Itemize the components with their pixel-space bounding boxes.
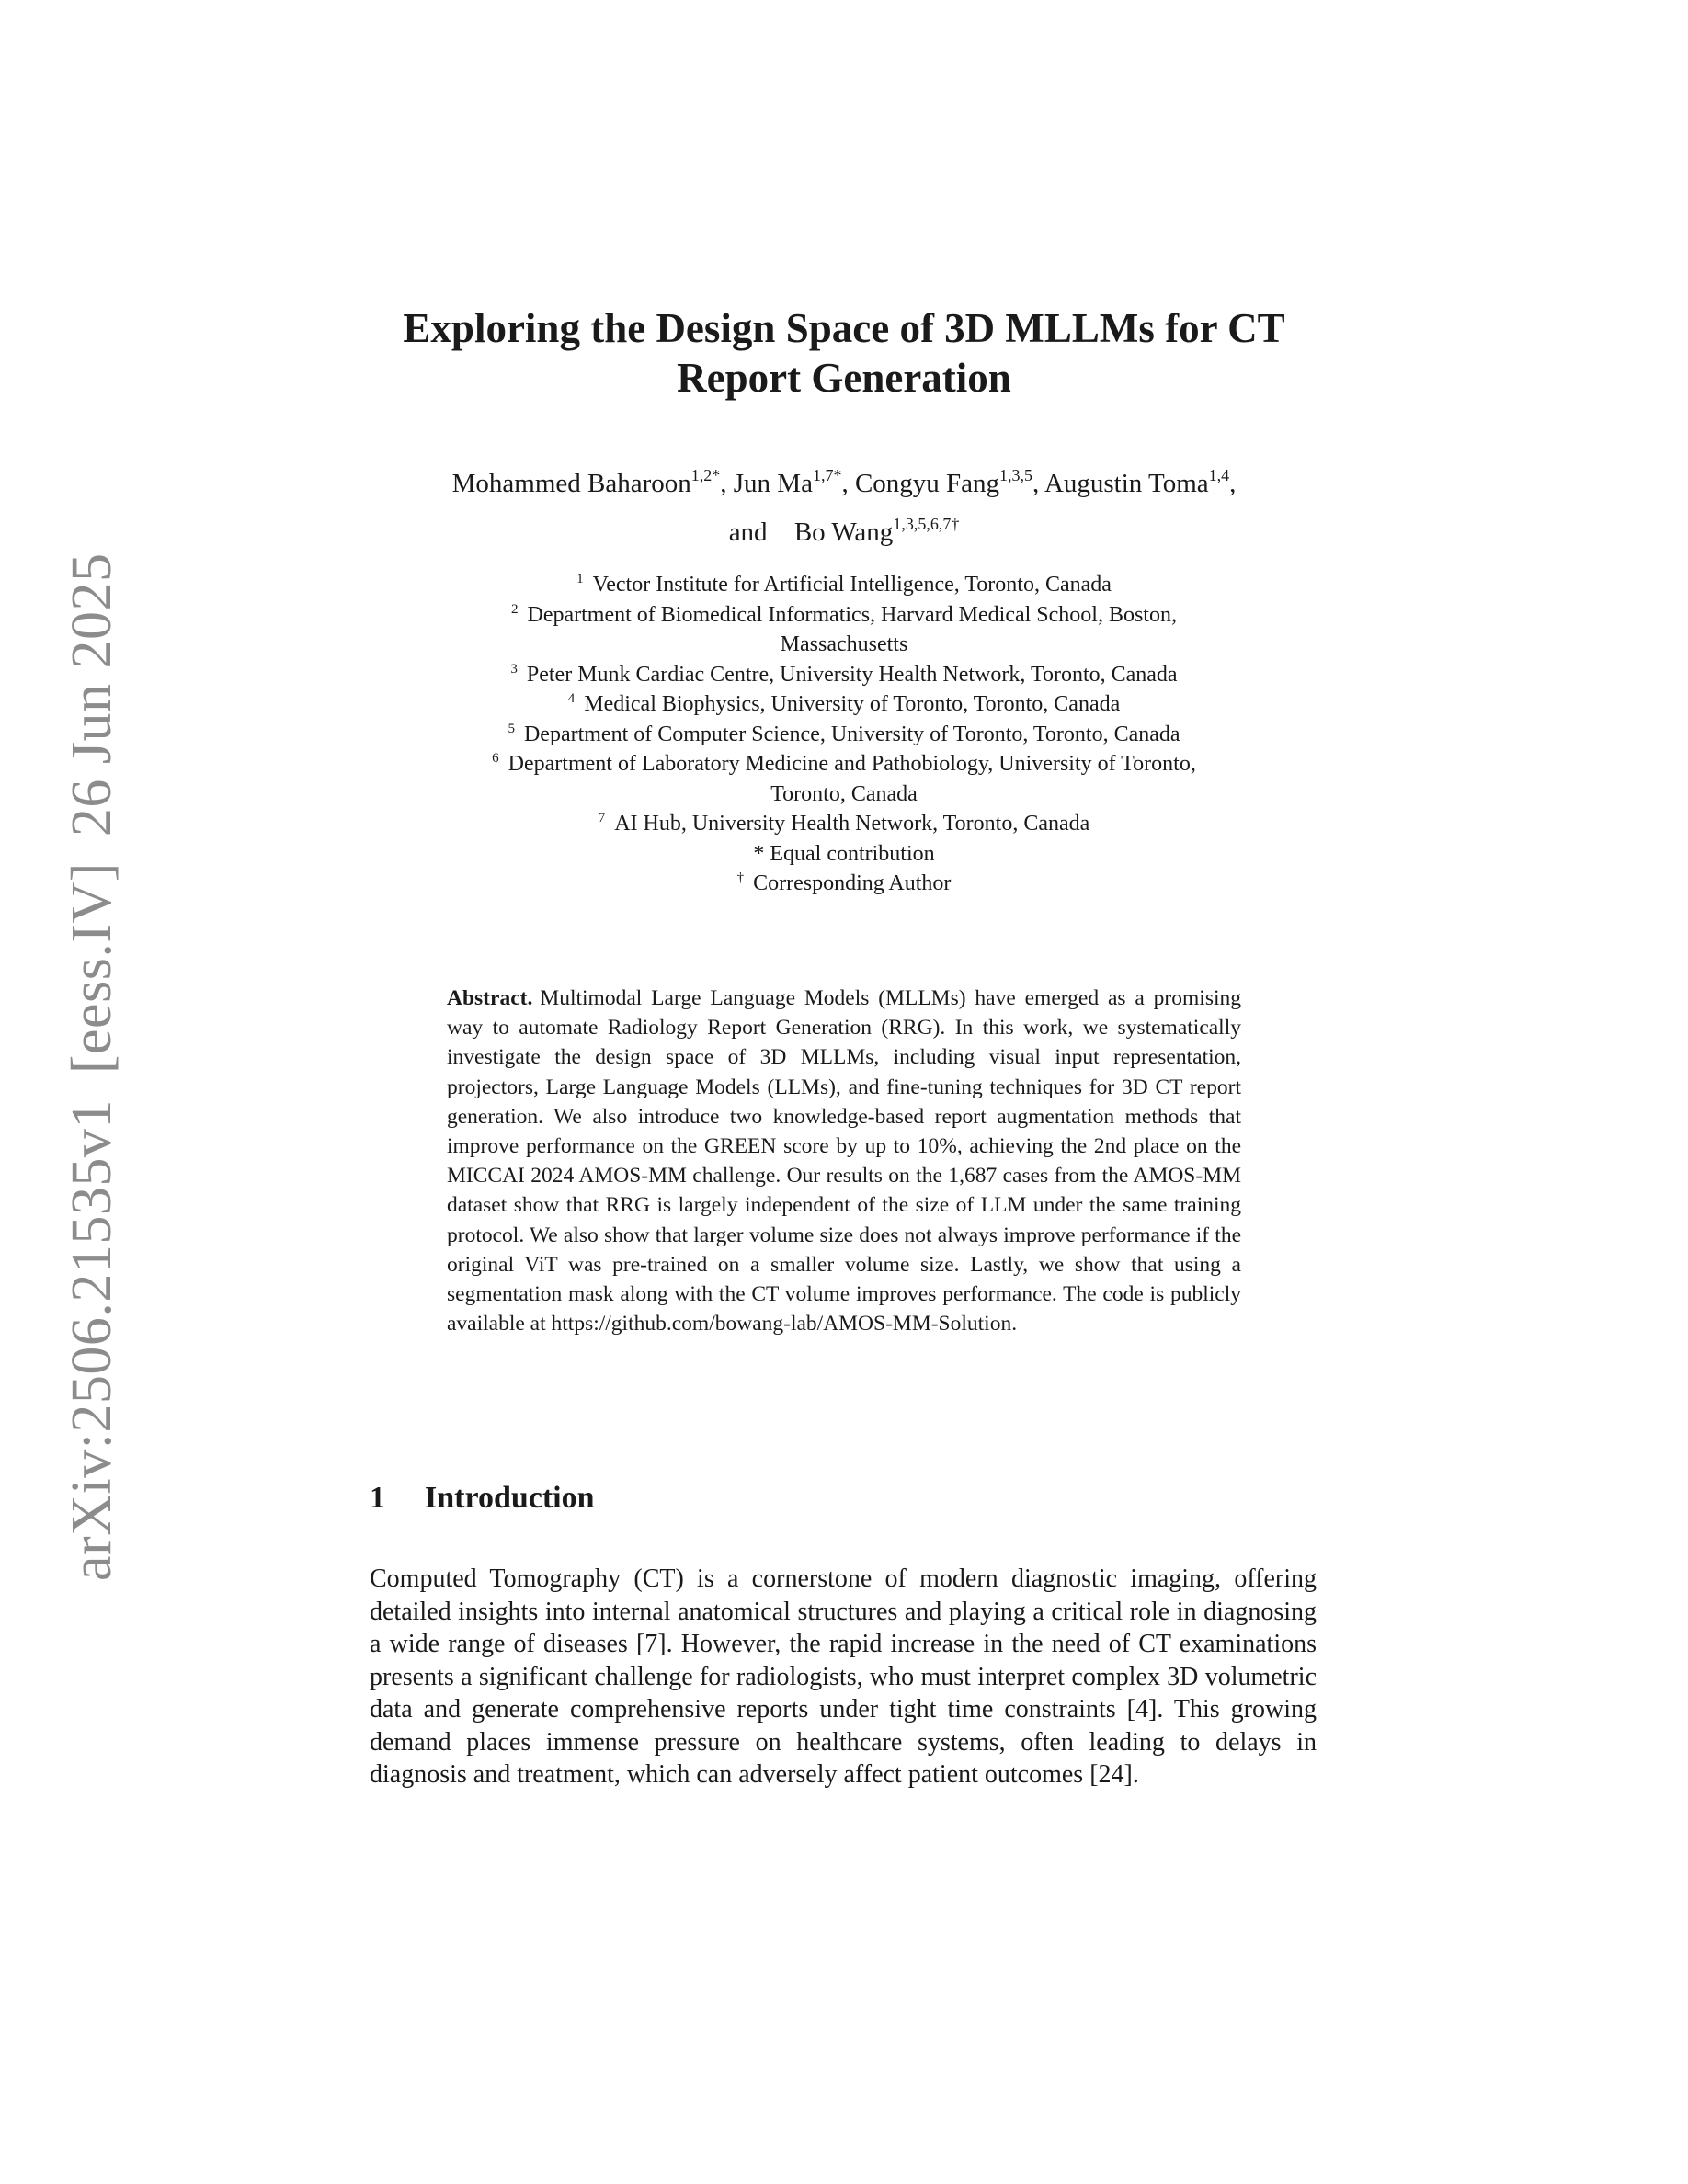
affiliation-item xyxy=(349,720,1339,750)
affiliation-item xyxy=(349,689,1339,720)
author-name: Bo Wang xyxy=(793,518,894,547)
paper-title xyxy=(349,303,1339,403)
equal-contribution-note: * Equal contribution xyxy=(753,841,935,866)
affiliation-text: Vector Institute for Artificial Intelligence, Toronto, Canada xyxy=(592,573,1112,597)
author-conjunction: and xyxy=(728,518,768,547)
affiliation-item xyxy=(349,570,1339,600)
author-name: Mohammed Baharoon xyxy=(451,469,691,498)
author-affiliation-marks: 1,4 xyxy=(1208,466,1230,484)
author-line-2 xyxy=(349,508,1339,557)
author-list xyxy=(349,460,1339,557)
author-affiliation-marks: 1,3,5 xyxy=(999,466,1033,484)
section-heading xyxy=(370,1480,595,1517)
affiliation-item xyxy=(349,749,1339,779)
author-line-1 xyxy=(349,460,1339,508)
author-affiliation-marks: 1,2* xyxy=(690,466,721,484)
affiliation-text: Department of Biomedical Informatics, Harvard Medical School, Boston, xyxy=(527,602,1177,627)
affiliation-number: 1 xyxy=(576,572,584,586)
affiliation-number: 3 xyxy=(510,661,518,677)
abstract xyxy=(447,984,1241,1338)
intro-paragraph: Computed Tomography (CT) is a cornerstone of modern diagnostic imaging, offering detailed insights into internal anatomical structures and playing a critical role in diagnosing a wide range of diseases [7]. However, the rapid increase in the need of CT examinations presents a significant challenge for radiologists, who must interpret complex 3D volumetric data and generate comprehensive reports under tight time constraints [4]. This growing demand places immense pressure on healthcare systems, often leading to delays in diagnosis and treatment, which can adversely affect patient outcomes [24]. xyxy=(370,1564,1317,1789)
author-name: Augustin Toma xyxy=(1044,469,1209,498)
affiliation-item xyxy=(349,600,1339,631)
affiliation-continuation: Massachusetts xyxy=(780,632,908,656)
arxiv-category: [eess.IV] xyxy=(60,862,123,1075)
affiliation-text: Peter Munk Cardiac Centre, University Health Network, Toronto, Canada xyxy=(526,662,1178,687)
dagger-mark: † xyxy=(736,870,745,885)
affiliation-number: 6 xyxy=(492,751,499,766)
arxiv-id: arXiv:2506.21535v1 xyxy=(60,1099,123,1581)
affiliation-number: 4 xyxy=(567,691,576,706)
author-separator: , xyxy=(841,469,849,498)
affiliation-text: Department of Computer Science, University of Toronto, Toronto, Canada xyxy=(523,722,1180,746)
paper-title-line-2: Report Generation xyxy=(677,355,1011,401)
abstract-label: Abstract. xyxy=(447,986,533,1010)
arxiv-side-stamp xyxy=(51,552,133,1581)
affiliation-continuation: Toronto, Canada xyxy=(770,781,918,806)
affiliation-number: 2 xyxy=(511,601,519,617)
arxiv-date: 26 Jun 2025 xyxy=(60,552,123,837)
author-name: Congyu Fang xyxy=(854,469,1000,498)
author-affiliation-marks: 1,3,5,6,7† xyxy=(893,515,960,533)
abstract-text: Multimodal Large Language Models (MLLMs) have emerged as a promising way to automate Radiology Report Generation (RRG). In this work, we systematically investigate the design space of 3D MLLMs, including visual input representation, projectors, Large Language Models (LLMs), and fine-tuning techniques for 3D CT report generation. We also introduce two knowledge-based report augmentation methods that improve performance on the GREEN score by up to 10%, achieving the 2nd place on the MICCAI 2024 AMOS-MM challenge. Our results on the 1,687 cases from the AMOS-MM dataset show that RRG is largely independent of the size of LLM under the same training protocol. We also show that larger volume size does not always improve performance if the original ViT was pre-trained on a smaller volume size. Lastly, we show that using a segmentation mask along with the CT volume improves performance. The code is publicly available at https://github.com/bowang-lab/AMOS-MM-Solution. xyxy=(447,986,1241,1337)
affiliation-text: Medical Biophysics, University of Toronto, Toronto, Canada xyxy=(584,692,1121,716)
corresponding-author-note xyxy=(349,869,1339,899)
section-number: 1 xyxy=(370,1481,385,1515)
affiliation-text: Department of Laboratory Medicine and Pathobiology, University of Toronto, xyxy=(508,752,1196,776)
author-separator: , xyxy=(720,469,727,498)
affiliation-text: AI Hub, University Health Network, Toronto, Canada xyxy=(614,812,1090,836)
author-affiliation-marks: 1,7* xyxy=(812,466,842,484)
author-separator: , xyxy=(1032,469,1040,498)
affiliation-list xyxy=(349,570,1339,899)
author-separator: , xyxy=(1229,469,1237,498)
affiliation-item xyxy=(349,809,1339,839)
author-name: Jun Ma xyxy=(733,469,813,498)
affiliation-number: 5 xyxy=(508,721,515,736)
affiliation-number: 7 xyxy=(598,811,606,825)
paper-title-line-1: Exploring the Design Space of 3D MLLMs for CT xyxy=(403,305,1285,351)
section-title: Introduction xyxy=(425,1481,595,1515)
corresponding-author-text: Corresponding Author xyxy=(753,871,952,895)
affiliation-item xyxy=(349,660,1339,690)
